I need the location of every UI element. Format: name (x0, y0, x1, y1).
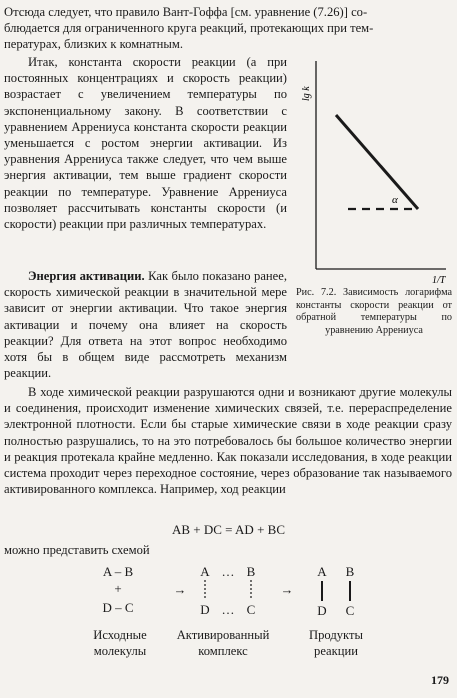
complex-b: B (246, 564, 256, 579)
product-d: D (317, 603, 327, 618)
label-initial-molecules: Исходные молекулы (93, 628, 147, 658)
angle-label: α (392, 194, 398, 206)
y-axis-label: lg k (301, 86, 312, 101)
initial-plus: + (114, 581, 122, 596)
product-a: A (317, 564, 327, 579)
intro-line: блюдается для ограниченного круга реакций, протекающих при тем- (4, 21, 374, 36)
x-axis-label: 1/T (432, 275, 446, 285)
activation-energy-heading: Энергия активации. (28, 269, 145, 283)
paragraph-transition-state: В ходе химической реакции разрушаются одни и возникают другие молекулы и соединения, происходит изменение химических связей, т.е. перераспределение электронной плотности. Если бы старые химические связи в ходе реакции сразу полностью разрушались, то на это потребовалось бы большое количество энергии и реакция протекала крайне медленно. Как показали исследования, в ходе реакции система проходит через переходное состояние, через образование так называемого активированного комплекса. Например, ход реакции (4, 385, 452, 497)
scheme-intro: можно представить схемой (4, 543, 150, 557)
complex-top-dots: … (221, 564, 235, 579)
intro-line: Отсюда следует, что правило Вант-Гоффа [см. уравнение (7.26)] со- (4, 5, 368, 19)
figure-caption: Рис. 7.2. Зависимость логарифма константы скорости реакции от обратной температуры по уравнению Аррениуса (296, 287, 452, 336)
initial-top-molecule: A – B (102, 564, 134, 579)
complex-bottom-dots: … (221, 602, 235, 617)
arrhenius-plot (296, 55, 454, 285)
complex-c: C (246, 602, 256, 617)
arrow-to-products: → (280, 582, 294, 597)
product-b: B (345, 564, 355, 579)
paragraph-activation-energy (4, 268, 287, 381)
reaction-equation: AB + DC = AD + BC (171, 522, 285, 537)
activation-energy-text: Как было показано ранее, скорость химической реакции в значительной мере зависит от энергии активации. Что такое энергия активации и почему она влияет на скорость реакции? Для ответа на этот вопрос необходимо хотя бы в общем виде рассмотреть механизм реакции. (4, 269, 287, 381)
complex-a: A (200, 564, 210, 579)
arrow-to-complex: → (173, 582, 187, 597)
intro-paragraph (4, 4, 452, 53)
intro-line: пературах, близких к комнатным. (4, 37, 183, 52)
product-c: C (345, 603, 355, 618)
complex-d: D (200, 602, 210, 617)
label-activated-complex: Активированный комплекс (176, 628, 270, 658)
paragraph-arrhenius: Итак, константа скорости реакции (а при постоянных концентрациях и скорость реакции) возрастает с увеличением температуры по экспоненциальному закону. В соответствии с уравнением Аррениуса константа скорости реакции уменьшается с ростом энергии активации. Из уравнения Аррениуса также следует, что чем выше энергия активации, тем выше градиент скорости реакции по температуре. Уравнение Аррениуса позволяет рассчитывать константы скорости (и скорости) реакции при различных температурах. (4, 55, 287, 232)
reaction-scheme (0, 558, 457, 628)
label-products: Продукты реакции (309, 628, 363, 658)
initial-bottom-molecule: D – C (102, 600, 134, 615)
page-number: 179 (431, 673, 449, 687)
arrhenius-line (336, 115, 418, 209)
